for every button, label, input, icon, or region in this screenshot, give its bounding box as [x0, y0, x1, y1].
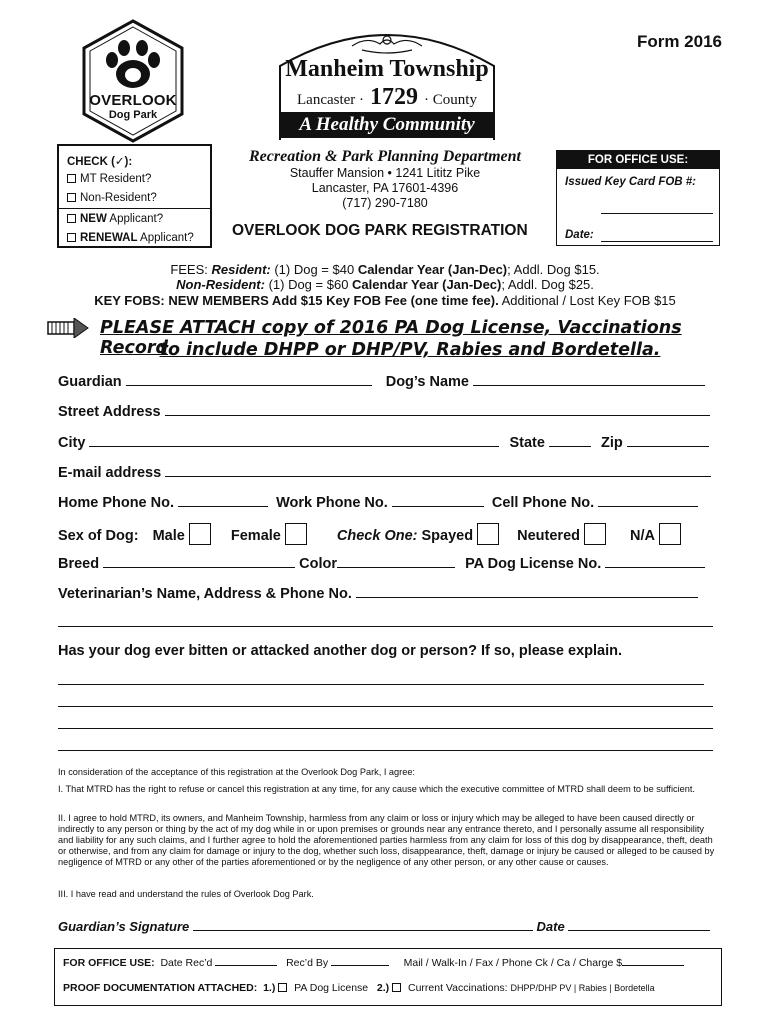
office-date-label: Date:	[565, 229, 594, 241]
checkbox-icon[interactable]	[67, 193, 76, 202]
footer-row-2: PROOF DOCUMENTATION ATTACHED: 1.) PA Dog License 2.) Current Vaccinations: DHPP/DHP PV | Rabies | Bordetella	[63, 982, 655, 994]
checkbox-icon[interactable]	[67, 233, 76, 242]
check-panel-title: CHECK (✓):	[67, 156, 133, 168]
explain-line-1[interactable]	[58, 684, 704, 685]
female-checkbox[interactable]	[285, 523, 307, 545]
spayed-checkbox[interactable]	[477, 523, 499, 545]
date-received-field[interactable]	[215, 957, 277, 966]
breed-row: Breed Color PA Dog License No.	[58, 555, 705, 572]
signature-row: Guardian’s Signature Date	[58, 919, 710, 934]
new-applicant-option[interactable]: NEW Applicant?	[67, 213, 163, 225]
explain-line-3[interactable]	[58, 728, 713, 729]
form-number: Form 2016	[636, 32, 722, 51]
logo-title: OVERLOOK	[89, 92, 177, 109]
charge-amount-field[interactable]	[622, 957, 684, 966]
bitten-question: Has your dog ever bitten or attacked another dog or person? If so, please explain.	[58, 643, 623, 659]
checkbox-icon[interactable]	[67, 174, 76, 183]
home-phone-field[interactable]	[178, 494, 268, 507]
vet-row: Veterinarian’s Name, Address & Phone No.	[58, 585, 698, 602]
explain-line-4[interactable]	[58, 750, 713, 751]
fees-resident: FEES: Resident: (1) Dog = $40 Calendar Year (Jan-Dec); Addl. Dog $15.	[170, 262, 600, 277]
city-field[interactable]	[89, 434, 499, 447]
dogs-name-field[interactable]	[473, 373, 705, 386]
township-slogan: A Healthy Community	[280, 112, 494, 138]
renewal-applicant-option[interactable]: RENEWAL Applicant?	[67, 232, 194, 244]
legal-clause-3: III. I have read and understand the rules of Overlook Dog Park.	[58, 889, 314, 899]
na-checkbox[interactable]	[659, 523, 681, 545]
guardian-field[interactable]	[126, 373, 372, 386]
department-address-2: Lancaster, PA 17601-4396	[311, 181, 459, 195]
vet-field-line-2[interactable]	[58, 626, 713, 627]
vaccinations-checkbox[interactable]	[392, 983, 401, 992]
color-field[interactable]	[337, 555, 455, 568]
legal-intro: In consideration of the acceptance of this registration at the Overlook Dog Park, I agree:	[58, 767, 415, 777]
panel-divider	[59, 208, 210, 209]
email-field[interactable]	[165, 464, 711, 477]
zip-field[interactable]	[627, 434, 709, 447]
state-field[interactable]	[549, 434, 591, 447]
non-resident-option[interactable]: Non-Resident?	[67, 192, 157, 204]
explain-line-2[interactable]	[58, 706, 713, 707]
attach-notice-line-1: PLEASE ATTACH copy of 2016 PA Dog License, Vaccinations Record	[100, 318, 682, 358]
male-checkbox[interactable]	[189, 523, 211, 545]
ornament-icon	[352, 36, 422, 53]
received-by-field[interactable]	[331, 957, 389, 966]
logo-subtitle: Dog Park	[108, 109, 158, 121]
cell-phone-field[interactable]	[598, 494, 698, 507]
fob-label: Issued Key Card FOB #:	[565, 176, 697, 188]
check-panel	[57, 144, 212, 248]
city-row: City State Zip	[58, 434, 709, 451]
fees-key-fobs: KEY FOBS: NEW MEMBERS Add $15 Key FOB Fee (one time fee). Additional / Lost Key FOB $15	[94, 293, 676, 308]
phone-row: Home Phone No. Work Phone No. Cell Phone No.	[58, 494, 698, 511]
guardian-row: Guardian Dog’s Name	[58, 373, 705, 390]
office-use-title: FOR OFFICE USE:	[557, 151, 719, 169]
signature-date-field[interactable]	[568, 920, 710, 931]
office-date-field[interactable]	[601, 241, 713, 242]
township-name: Manheim Township	[285, 56, 489, 82]
signature-field[interactable]	[193, 920, 533, 931]
department-address-1: Stauffer Mansion • 1241 Lititz Pike	[289, 166, 481, 180]
fob-field[interactable]	[601, 213, 713, 214]
work-phone-field[interactable]	[392, 494, 484, 507]
breed-field[interactable]	[103, 555, 295, 568]
pa-license-checkbox[interactable]	[278, 983, 287, 992]
office-use-box	[556, 150, 720, 246]
sex-row: Sex of Dog: Male Female Check One: Spayed Neutered N/A	[58, 523, 681, 545]
office-footer	[54, 948, 722, 1006]
overlook-dog-park-logo	[78, 18, 188, 144]
vet-field[interactable]	[356, 585, 698, 598]
street-field[interactable]	[165, 403, 710, 416]
checkbox-icon[interactable]	[67, 214, 76, 223]
footer-row-1: FOR OFFICE USE: Date Rec’d Rec’d By Mail / Walk-In / Fax / Phone Ck / Ca / Charge $	[63, 957, 684, 969]
department-name: Recreation & Park Planning Department	[248, 148, 521, 165]
arrow-right-icon	[47, 318, 89, 338]
mt-resident-option[interactable]: MT Resident?	[67, 173, 151, 185]
fees-non-resident: Non-Resident: (1) Dog = $60 Calendar Year (Jan-Dec); Addl. Dog $25.	[176, 277, 594, 292]
neutered-checkbox[interactable]	[584, 523, 606, 545]
attach-notice-line-2: to include DHPP or DHP/PV, Rabies and Bordetella.	[159, 340, 661, 360]
license-field[interactable]	[605, 555, 705, 568]
email-row: E-mail address	[58, 464, 711, 481]
street-row: Street Address	[58, 403, 710, 420]
legal-clause-1: I. That MTRD has the right to refuse or cancel this registration at any time, for any cause which the executive committee of MTRD shall deem to be sufficient.	[58, 784, 695, 794]
registration-title: OVERLOOK DOG PARK REGISTRATION	[232, 222, 528, 239]
department-phone: (717) 290-7180	[342, 196, 428, 210]
legal-clause-2: II. I agree to hold MTRD, its owners, and Manheim Township, harmless from any claim or loss or injury which may be alleged to have been caused directly or indirectly to any person or thing by the act of my dog while in or upon premises or grounds near any entrance thereto, and I personally assume all responsibility and liability for any such claims, and I further agree to hold the aforementioned parties harmless from any claim for loss of this dog by disappearance, theft, death or otherwise, and from any claim for damage or injury to the dog, whether such loss, disappearance, theft, damage or injury be caused or alleged to be caused by negligence of MTRD or any other of the parties aforementioned or by the negligence of any other person, or any other cause or causes.	[58, 813, 715, 867]
township-county-line: Lancaster · 1729 · County	[297, 84, 477, 110]
